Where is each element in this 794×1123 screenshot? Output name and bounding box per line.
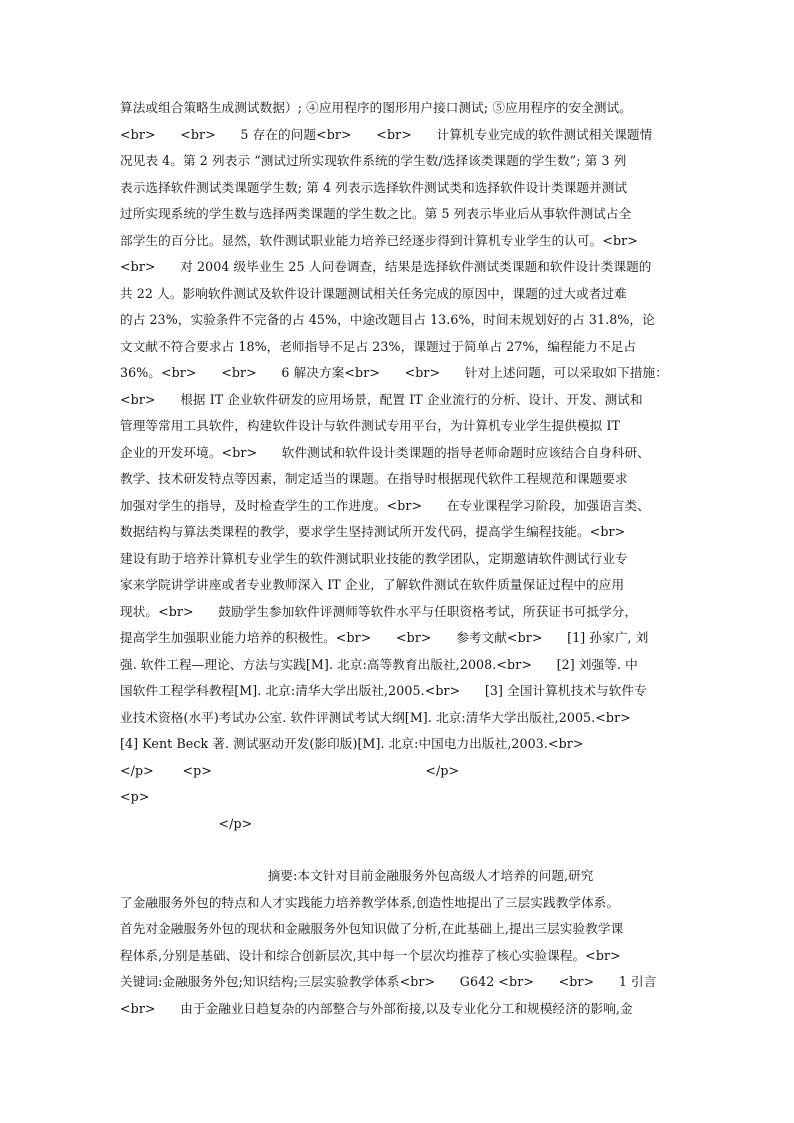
text-line: 36%。<br> <br> 6 解决方案<br> <br> 针对上述问题，可以采取如下措施： [120, 365, 668, 380]
text-line: 部学生的百分比。显然，软件测试职业能力培养已经逐步得到计算机专业学生的认可。<br> [120, 233, 638, 248]
text-line: 企业的开发环境。<br> 软件测试和软件设计类课题的指导老师命题时应该结合自身科研、 [120, 445, 650, 460]
text-line: 业技术资格(水平)考试办公室. 软件评测试考试大纲[M]. 北京:清华大学出版社,2005.<br> [120, 710, 631, 725]
text-line: 教学、技术研发特点等因素，制定适当的课题。在指导时根据现代软件工程规范和课题要求 [120, 471, 628, 486]
text-line: <br> 由于金融业日趋复杂的内部整合与外部衔接,以及专业化分工和规模经济的影响,金 [120, 1001, 633, 1016]
text-line: 文文献不符合要求占 18%，老师指导不足占 23%，课题过于简单占 27%，编程能力不足占 [120, 339, 637, 354]
text-line: 管理等常用工具软件，构建软件设计与软件测试专用平台，为计算机专业学生提供模拟 IT [120, 418, 621, 433]
text-line: 程体系,分别是基础、设计和综合创新层次,其中每一个层次均推荐了核心实验课程。<br> [120, 948, 621, 963]
text-line: 首先对金融服务外包的现状和金融服务外包知识做了分析,在此基础上,提出三层实验教学课 [120, 921, 624, 936]
text-line: 况见表 4。第 2 列表示 “测试过所实现软件系统的学生数/选择该类课题的学生数”; 第 3 列 [120, 153, 627, 168]
text-line: 强. 软件工程—理论、方法与实践[M]. 北京:高等教育出版社,2008.<br> [2] 刘强等. 中 [120, 657, 638, 672]
text-line: 关键词:金融服务外包;知识结构;三层实验教学体系<br> G642 <br> <br> 1 引言 [120, 974, 657, 989]
text-line: <br> 根据 IT 企业软件研发的应用场景，配置 IT 企业流行的分析、设计、开发、测试和 [120, 392, 643, 407]
text-line: 摘要:本文针对目前金融服务外包高级人才培养的问题,研究 [120, 868, 594, 883]
text-line: 提高学生加强职业能力培养的积极性。<br> <br> 参考文献<br> [1] 孙家广, 刘 [120, 630, 649, 645]
text-line: </p> [120, 816, 253, 831]
text-line: [4] Kent Beck 著. 测试驱动开发(影印版)[M]. 北京:中国电力出版社,2003.<br> [120, 736, 584, 751]
text-line: 国软件工程学科教程[M]. 北京:清华大学出版社,2005.<br> [3] 全国计算机技术与软件专 [120, 683, 647, 698]
text-line: 家来学院讲学讲座或者专业教师深入 IT 企业，了解软件测试在软件质量保证过程中的应用 [120, 577, 625, 592]
text-line: 现状。<br> 鼓励学生参加软件评测师等软件水平与任职资格考试，所获证书可抵学分， [120, 604, 638, 619]
text-line: 的占 23%，实验条件不完备的占 45%，中途改题目占 13.6%，时间未规划好的占 31.8%，论 [120, 312, 655, 327]
text-line: 建设有助于培养计算机专业学生的软件测试职业技能的教学团队，定期邀请软件测试行业专 [120, 551, 628, 566]
text-line: 过所实现系统的学生数与选择两类课题的学生数之比。第 5 列表示毕业后从事软件测试占全 [120, 206, 632, 221]
text-line: <p> [120, 789, 150, 804]
text-line: 了金融服务外包的特点和人才实践能力培养教学体系,创造性地提出了三层实践教学体系。 [120, 895, 620, 910]
text-line: <br> <br> 5 存在的问题<br> <br> 计算机专业完成的软件测试相关课题情 [120, 127, 653, 142]
text-line: <br> 对 2004 级毕业生 25 人问卷调查，结果是选择软件测试类课题和软件设计类课题的 [120, 259, 652, 274]
text-line: </p> <p> </p> [120, 763, 460, 778]
text-line: 加强对学生的指导，及时检查学生的工作进度。<br> 在专业课程学习阶段，加强语言类、 [120, 498, 650, 513]
text-line: 共 22 人。影响软件测试及软件设计课题测试相关任务完成的原因中，课题的过大或者过难 [120, 286, 627, 301]
text-line: 表示选择软件测试类课题学生数; 第 4 列表示选择软件测试类和选择软件设计类课题并测试 [120, 180, 628, 195]
text-line: 算法或组合策略生成测试数据）; ④应用程序的图形用户接口测试; ⑤应用程序的安全测试。 [120, 100, 632, 115]
text-line: 数据结构与算法类课程的教学，要求学生坚持测试所开发代码，提高学生编程技能。<br> [120, 524, 626, 539]
